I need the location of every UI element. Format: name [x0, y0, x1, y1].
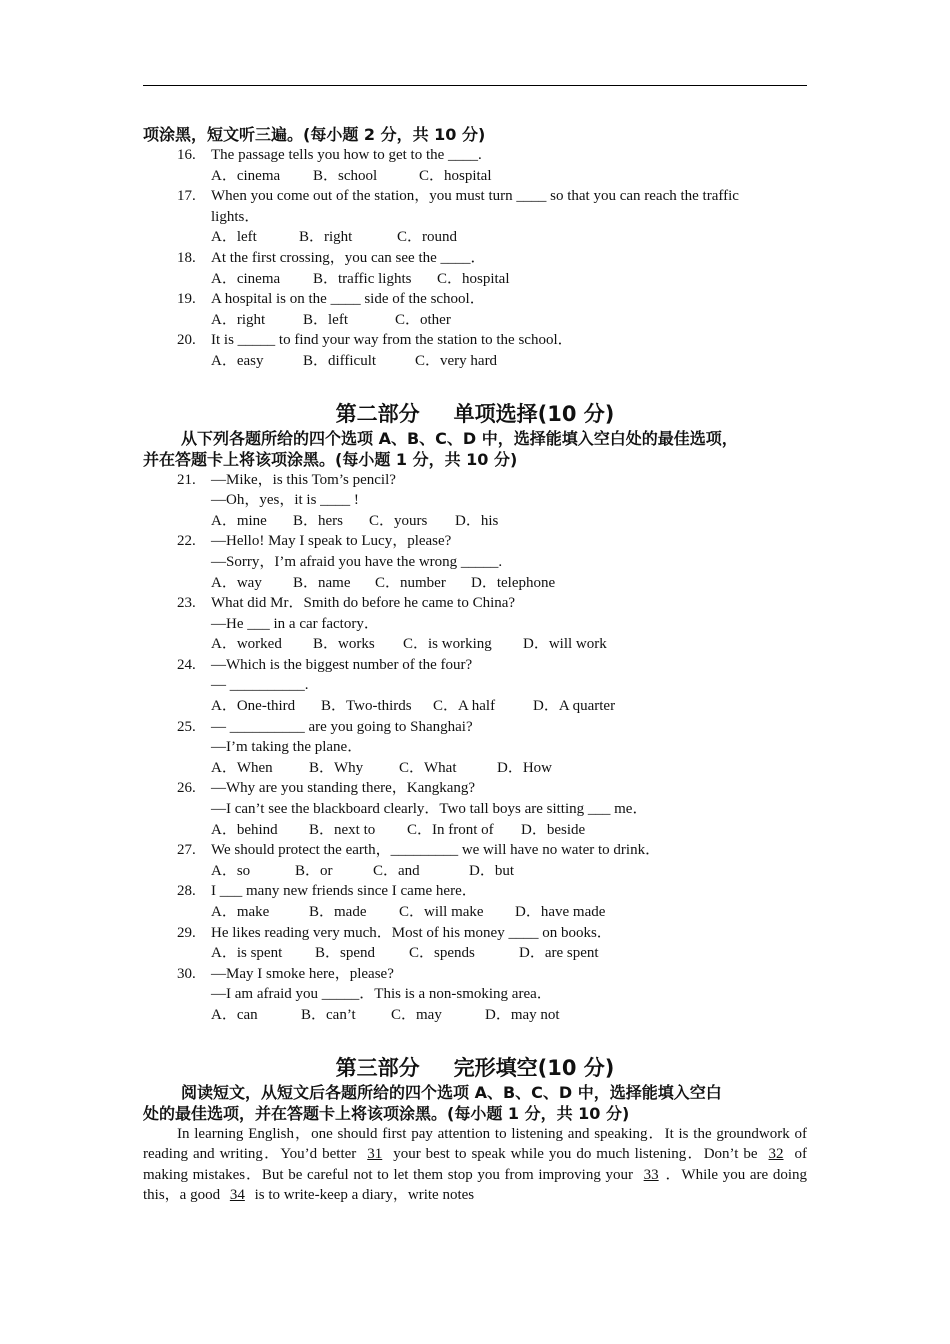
- question-23: 23. What did Mr．Smith do before he came to China?: [177, 595, 516, 612]
- options-26: [143, 820, 807, 841]
- options-28: [143, 902, 807, 923]
- exam-page: [143, 124, 807, 1206]
- options-25: [143, 758, 807, 779]
- option-c[interactable]: C．and: [373, 862, 420, 879]
- question-25-reply: —I’m taking the plane．: [211, 739, 363, 756]
- options-19: [143, 310, 807, 331]
- part2-instruction-line2: 并在答题卡上将该项涂黑。(每小题 1 分，共 10 分): [143, 449, 518, 469]
- question-21-reply: —Oh，yes，it is ____ !: [211, 492, 359, 509]
- options-30: [143, 1005, 807, 1026]
- option-b[interactable]: B．or: [295, 862, 333, 879]
- part3-title: 第三部分 完形填空(10 分): [335, 1055, 615, 1080]
- question-20: 20. It is _____ to find your way from the station to the school．: [177, 332, 573, 349]
- option-a[interactable]: A．cinema: [211, 270, 281, 287]
- option-a[interactable]: A．One-third: [211, 698, 296, 715]
- question-22: 22. —Hello! May I speak to Lucy，please?: [177, 533, 452, 550]
- option-b[interactable]: B．next to: [309, 821, 376, 838]
- option-d[interactable]: D．have made: [515, 904, 606, 920]
- part1-questions: [143, 145, 807, 372]
- option-c[interactable]: C．number: [375, 574, 446, 591]
- option-c[interactable]: C．very hard: [415, 352, 498, 369]
- option-c[interactable]: C．yours: [369, 512, 428, 529]
- option-d[interactable]: D．A quarter: [533, 698, 616, 715]
- option-a[interactable]: A．way: [211, 574, 262, 591]
- option-b[interactable]: B．school: [313, 167, 378, 184]
- option-a[interactable]: A．worked: [211, 636, 282, 653]
- blank-33[interactable]: 33: [643, 1166, 659, 1183]
- blank-31[interactable]: 31: [367, 1146, 383, 1163]
- option-a[interactable]: A．can: [211, 1006, 258, 1023]
- option-a[interactable]: A．cinema: [211, 167, 281, 184]
- option-c[interactable]: C．spends: [409, 945, 475, 962]
- part1-instruction: 项涂黑，短文听三遍。(每小题 2 分，共 10 分): [143, 125, 486, 144]
- option-a[interactable]: A．behind: [211, 821, 278, 838]
- options-27: [143, 861, 807, 882]
- option-c[interactable]: C．A half: [433, 698, 496, 715]
- option-c[interactable]: C．may: [391, 1006, 442, 1023]
- question-27: 27. We should protect the earth，_________ we will have no water to drink．: [177, 842, 661, 859]
- question-30-reply: —I am afraid you _____．This is a non-smoking area．: [211, 986, 552, 1003]
- option-d[interactable]: D．are spent: [519, 945, 599, 962]
- question-26-reply: —I can’t see the blackboard clearly．Two tall boys are sitting ___ me．: [211, 801, 648, 818]
- header-rule: [143, 85, 807, 86]
- option-d[interactable]: D．his: [455, 512, 499, 529]
- question-30: 30. —May I smoke here，please?: [177, 965, 394, 982]
- options-17: [143, 227, 807, 248]
- question-21: 21. —Mike，is this Tom’s pencil?: [177, 471, 396, 488]
- part2-title: 第二部分 单项选择(10 分): [335, 401, 615, 426]
- option-b[interactable]: B．traffic lights: [313, 270, 412, 287]
- question-26: 26. —Why are you standing there，Kangkang?: [177, 780, 476, 797]
- option-c[interactable]: C．What: [399, 759, 457, 776]
- question-24: 24. —Which is the biggest number of the four?: [177, 656, 473, 673]
- question-17-cont: lights．: [211, 208, 260, 225]
- option-b[interactable]: B．Two-thirds: [321, 698, 412, 715]
- option-a[interactable]: A．When: [211, 759, 273, 776]
- part2-instruction-line1: 从下列各题所给的四个选项 A、B、C、D 中，选择能填入空白处的最佳选项，: [181, 428, 738, 448]
- option-b[interactable]: B．hers: [293, 512, 343, 529]
- option-b[interactable]: B．name: [293, 574, 351, 591]
- option-c[interactable]: C．hospital: [419, 167, 492, 184]
- option-a[interactable]: A．make: [211, 904, 270, 920]
- options-16: [143, 166, 807, 187]
- options-20: [143, 351, 807, 372]
- question-29: 29. He likes reading very much．Most of his money ____ on books．: [177, 924, 612, 941]
- option-c[interactable]: C．is working: [403, 636, 492, 653]
- option-b[interactable]: B．can’t: [301, 1006, 356, 1023]
- option-c[interactable]: C．round: [397, 229, 458, 246]
- option-d[interactable]: D．How: [497, 759, 552, 776]
- question-18: 18. At the first crossing，you can see the ____．: [177, 249, 486, 266]
- option-c[interactable]: C．hospital: [437, 270, 510, 287]
- option-d[interactable]: D．beside: [521, 821, 586, 838]
- options-29: [143, 943, 807, 964]
- options-21: [143, 511, 807, 532]
- option-b[interactable]: B．Why: [309, 759, 364, 776]
- options-18: [143, 269, 807, 290]
- options-24: [143, 696, 807, 717]
- question-24-reply: — __________.: [211, 677, 309, 694]
- option-d[interactable]: D．may not: [485, 1006, 560, 1023]
- question-22-reply: —Sorry，I’m afraid you have the wrong _____.: [211, 553, 503, 570]
- blank-34[interactable]: 34: [229, 1187, 245, 1204]
- options-23: [143, 634, 807, 655]
- option-b[interactable]: B．spend: [315, 945, 376, 962]
- part2-questions: [143, 470, 807, 1026]
- option-b[interactable]: B．right: [299, 229, 353, 246]
- part3-instruction-line1: 阅读短文，从短文后各题所给的四个选项 A、B、C、D 中，选择能填入空白: [181, 1082, 722, 1102]
- option-a[interactable]: A．mine: [211, 512, 267, 529]
- option-d[interactable]: D．telephone: [471, 574, 556, 591]
- question-19: 19. A hospital is on the ____ side of the school．: [177, 291, 485, 308]
- question-17: 17. When you come out of the station，you must turn ____ so that you can reach the traffic: [177, 188, 739, 205]
- option-d[interactable]: D．will work: [523, 636, 607, 653]
- option-c[interactable]: C．will make: [399, 904, 484, 920]
- question-25: 25. — __________ are you going to Shanghai?: [177, 718, 473, 735]
- option-b[interactable]: B．left: [303, 311, 348, 328]
- option-b[interactable]: B．made: [309, 904, 367, 920]
- option-c[interactable]: C．In front of: [407, 821, 494, 838]
- option-a[interactable]: A．right: [211, 311, 266, 328]
- question-16: 16. The passage tells you how to get to the ____.: [177, 147, 482, 163]
- part3-instruction-line2: 处的最佳选项，并在答题卡上将该项涂黑。(每小题 1 分，共 10 分): [143, 1103, 630, 1123]
- blank-32[interactable]: 32: [768, 1146, 784, 1163]
- option-b[interactable]: B．works: [313, 636, 375, 653]
- question-28: 28. I ___ many new friends since I came here．: [177, 883, 477, 900]
- option-a[interactable]: A．left: [211, 229, 257, 246]
- option-a[interactable]: A．easy: [211, 352, 264, 369]
- option-b[interactable]: B．difficult: [303, 352, 377, 369]
- option-d[interactable]: D．but: [469, 862, 515, 879]
- option-a[interactable]: A．is spent: [211, 945, 283, 962]
- question-23-reply: —He ___ in a car factory．: [211, 615, 379, 632]
- options-22: [143, 573, 807, 594]
- option-a[interactable]: A．so: [211, 862, 251, 879]
- option-c[interactable]: C．other: [395, 311, 451, 328]
- cloze-passage: In learning English，one should first pay attention to listening and speaking．It is the groundwork of reading and writing．You’d better 31 your best to speak while you do much listening．Don’t be 32 of making mistakes．But be careful not to let them stop you from improving your 33 ．While you are doing this，a good 34 is to write-keep a diary，write notes: [143, 1125, 807, 1204]
